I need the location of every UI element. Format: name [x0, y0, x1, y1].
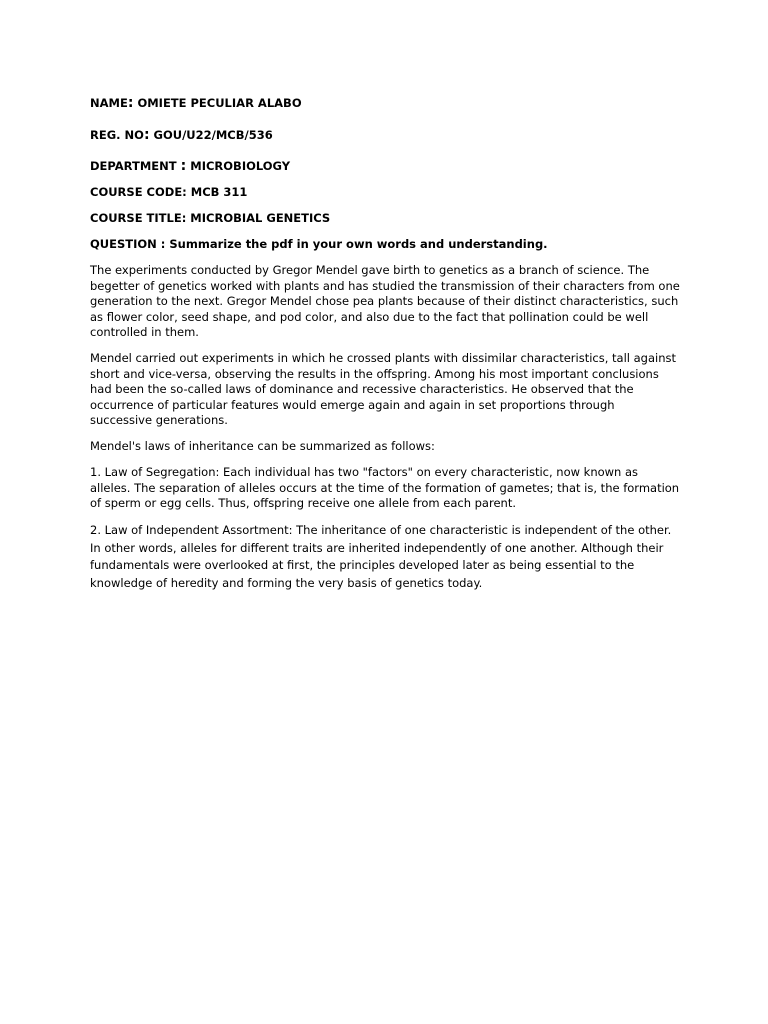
course-code-line: COURSE CODE: MCB 311 [90, 185, 248, 199]
department-label: DEPARTMENT [90, 159, 181, 173]
department-value: MICROBIOLOGY [186, 159, 291, 173]
paragraph-law-of-independent-assortment: 2. Law of Independent Assortment: The inheritance of one characteristic is independent of the other. In other words, alleles for different traits are inherited independently of one another. Although their fundamentals were overlooked at first, the principles developed later as being essential to the knowledge of heredity and forming the very basis of genetics today. [90, 523, 672, 590]
name-separator: : [127, 95, 134, 111]
reg-separator: : [143, 127, 150, 143]
reg-value: GOU/U22/MCB/536 [149, 128, 273, 142]
name-value: OMIETE PECULIAR ALABO [133, 96, 302, 110]
question-line: QUESTION : Summarize the pdf in your own words and understanding. [90, 237, 548, 251]
student-name-line [90, 95, 302, 111]
paragraph-law-of-segregation: 1. Law of Segregation: Each individual has two "factors" on every characteristic, now known as alleles. The separation of alleles occurs at the time of the formation of gametes; that is, the formation of sperm or egg cells. Thus, offspring receive one allele from each parent. [90, 465, 680, 511]
name-label: NAME [90, 96, 128, 110]
paragraph-laws-intro: Mendel's laws of inheritance can be summarized as follows: [90, 439, 435, 453]
reg-number-line [90, 127, 273, 143]
reg-label: REG. NO [90, 128, 144, 142]
department-line [90, 158, 290, 174]
course-title-line: COURSE TITLE: MICROBIAL GENETICS [90, 211, 331, 225]
department-separator: : [180, 158, 187, 174]
paragraph-dominance: Mendel carried out experiments in which he crossed plants with dissimilar characteristics, tall against short and vice-versa, observing the results in the offspring. Among his most important conclusions had been the so-called laws of dominance and recessive characteristics. He observed that the occurrence of particular features would emerge again and again in set proportions through successive generations. [90, 351, 677, 428]
paragraph-mendel-experiments: The experiments conducted by Gregor Mendel gave birth to genetics as a branch of science. The begetter of genetics worked with plants and has studied the transmission of their characters from one generation to the next. Gregor Mendel chose pea plants because of their distinct characteristics, such as flower color, seed shape, and pod color, and also due to the fact that pollination could be well controlled in them. [90, 263, 680, 340]
